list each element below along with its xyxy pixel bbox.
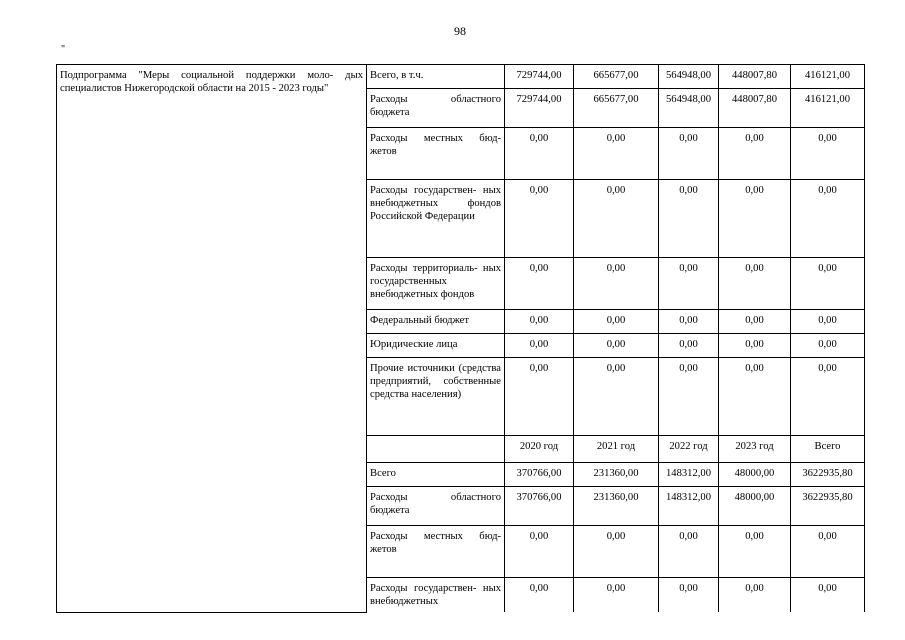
cell-value: 3622935,80: [791, 487, 865, 526]
cell-value: 0,00: [659, 578, 719, 613]
cell-value: 0,00: [505, 358, 574, 436]
cell-value: 0,00: [719, 526, 791, 578]
cell-value: 0,00: [791, 180, 865, 258]
quote-mark: ": [61, 44, 66, 55]
cell-value: 0,00: [574, 358, 659, 436]
cell-value: 0,00: [719, 310, 791, 334]
cell-value: 0,00: [719, 258, 791, 310]
empty-cell: [367, 436, 505, 463]
cell-value: 0,00: [791, 578, 865, 613]
cell-value: 0,00: [719, 334, 791, 358]
cell-value: 0,00: [659, 526, 719, 578]
cell-value: 0,00: [659, 310, 719, 334]
cell-value: 0,00: [574, 526, 659, 578]
cell-value: 0,00: [505, 128, 574, 180]
table-row: [57, 65, 865, 89]
cell-value: 0,00: [574, 180, 659, 258]
cell-value: 370766,00: [505, 487, 574, 526]
row-label: Расходы местных бюд- жетов: [367, 128, 505, 180]
cell-value: 0,00: [719, 578, 791, 613]
cell-value: 0,00: [574, 310, 659, 334]
cell-value: 0,00: [791, 128, 865, 180]
cell-value: 0,00: [659, 258, 719, 310]
cell-value: 0,00: [659, 180, 719, 258]
cell-value: 3622935,80: [791, 463, 865, 487]
cell-value: 0,00: [505, 526, 574, 578]
cell-value: 48000,00: [719, 487, 791, 526]
row-label: Расходы государствен- ных внебюджетных: [367, 578, 505, 613]
year-header: 2023 год: [719, 436, 791, 463]
cell-value: 0,00: [505, 578, 574, 613]
row-label: Расходы местных бюд- жетов: [367, 526, 505, 578]
cell-value: 0,00: [505, 180, 574, 258]
year-header: 2020 год: [505, 436, 574, 463]
cell-value: 665677,00: [574, 89, 659, 128]
cell-value: 0,00: [791, 310, 865, 334]
year-header: 2022 год: [659, 436, 719, 463]
cell-value: 0,00: [659, 128, 719, 180]
cell-value: 416121,00: [791, 65, 865, 89]
cell-value: 148312,00: [659, 487, 719, 526]
page-number: 98: [454, 24, 466, 38]
cell-value: 0,00: [719, 180, 791, 258]
cell-value: 48000,00: [719, 463, 791, 487]
row-label: Расходы областного бюджета: [367, 487, 505, 526]
budget-table: [56, 64, 865, 613]
cell-value: 0,00: [574, 334, 659, 358]
cell-value: 0,00: [659, 358, 719, 436]
cell-value: 0,00: [719, 358, 791, 436]
row-label: Расходы территориаль- ных государственных внебюджетных фондов: [367, 258, 505, 310]
row-label: Федеральный бюджет: [367, 310, 505, 334]
cell-value: 0,00: [791, 526, 865, 578]
row-label: Всего: [367, 463, 505, 487]
cell-value: 729744,00: [505, 89, 574, 128]
cell-value: 148312,00: [659, 463, 719, 487]
row-label: Прочие источники (средства предприятий, собственные средства населения): [367, 358, 505, 436]
cell-value: 231360,00: [574, 487, 659, 526]
row-label: Юридические лица: [367, 334, 505, 358]
cell-value: 416121,00: [791, 89, 865, 128]
cell-value: 0,00: [574, 128, 659, 180]
program-title: Подпрограмма "Меры социальной поддержки моло- дых специалистов Нижегородской области на 2015 - 2023 годы": [57, 65, 367, 613]
cell-value: 729744,00: [505, 65, 574, 89]
cell-value: 448007,80: [719, 65, 791, 89]
cell-value: 665677,00: [574, 65, 659, 89]
cell-value: 0,00: [505, 310, 574, 334]
cell-value: 0,00: [719, 128, 791, 180]
cell-value: 0,00: [574, 258, 659, 310]
cell-value: 564948,00: [659, 89, 719, 128]
cell-value: 0,00: [791, 358, 865, 436]
row-label: Расходы областного бюджета: [367, 89, 505, 128]
cell-value: 231360,00: [574, 463, 659, 487]
cell-value: 0,00: [791, 258, 865, 310]
cell-value: 370766,00: [505, 463, 574, 487]
cell-value: 448007,80: [719, 89, 791, 128]
cell-value: 0,00: [659, 334, 719, 358]
row-label: Всего, в т.ч.: [367, 65, 505, 89]
cell-value: 564948,00: [659, 65, 719, 89]
cell-value: 0,00: [505, 258, 574, 310]
year-header: 2021 год: [574, 436, 659, 463]
cell-value: 0,00: [574, 578, 659, 613]
cell-value: 0,00: [791, 334, 865, 358]
row-label: Расходы государствен- ных внебюджетных фондов Российской Федерации: [367, 180, 505, 258]
cell-value: 0,00: [505, 334, 574, 358]
year-header: Всего: [791, 436, 865, 463]
